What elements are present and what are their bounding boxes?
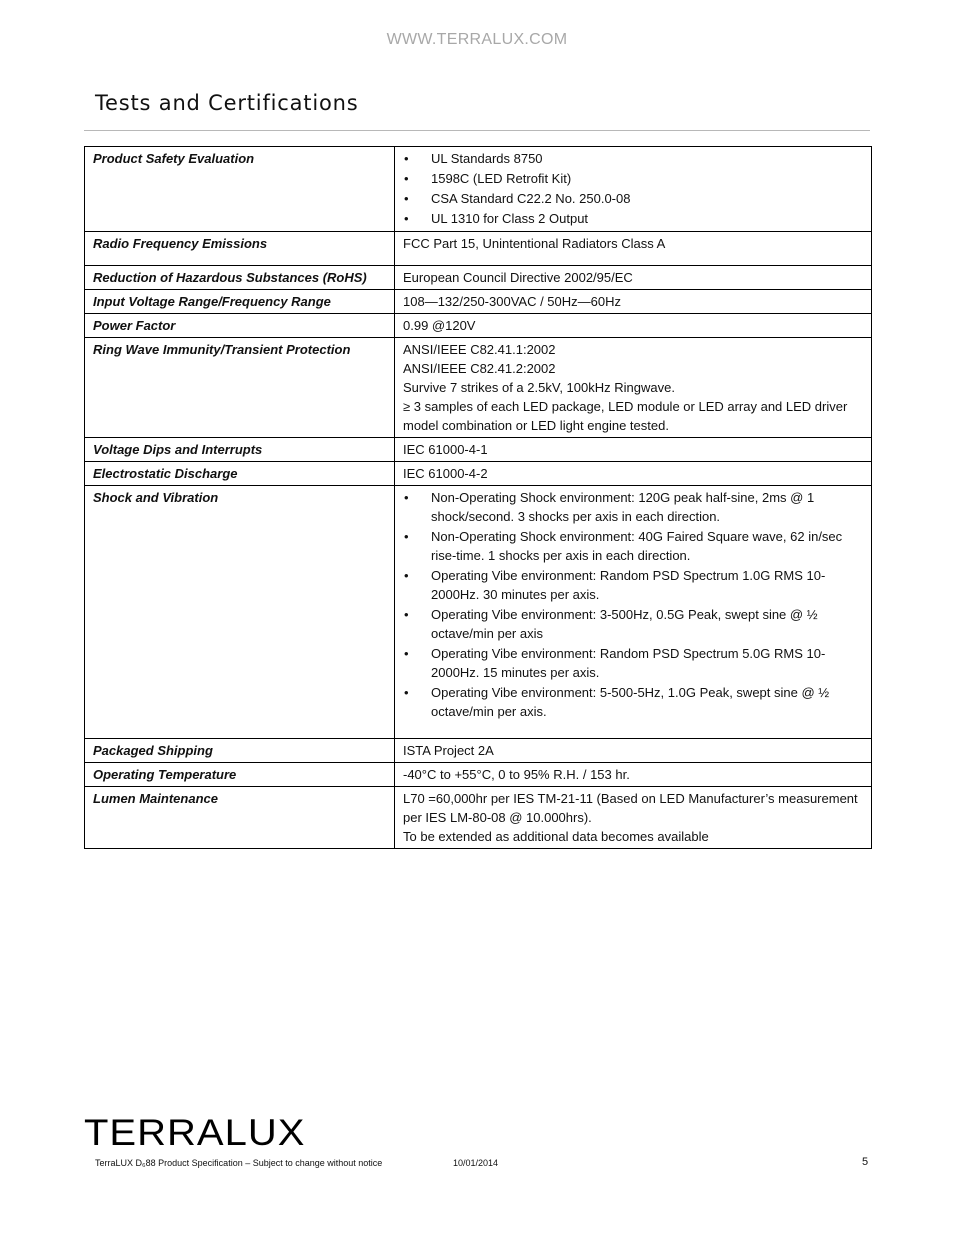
- bullet-item: • CSA Standard C22.2 No. 250.0-08: [403, 189, 863, 208]
- table-row: [85, 486, 872, 739]
- row-value: [395, 486, 872, 739]
- row-label: Lumen Maintenance: [85, 787, 395, 849]
- header-website-url: WWW.TERRALUX.COM: [386, 31, 568, 48]
- value-line: To be extended as additional data becomes available: [403, 829, 709, 844]
- bullet-item: • Non-Operating Shock environment: 120G peak half-sine, 2ms @ 1 shock/second. 3 shocks per axis in each direction.: [403, 488, 863, 526]
- table-row: [85, 763, 872, 787]
- table-row: [85, 739, 872, 763]
- table-row: [85, 438, 872, 462]
- row-value: [395, 314, 872, 338]
- row-value: [395, 787, 872, 849]
- value-line: L70 =60,000hr per IES TM-21-11 (Based on LED Manufacturer’s measurement per IES LM-80-08 @ 10.000hrs).: [403, 791, 858, 825]
- table-row: [85, 462, 872, 486]
- row-label: Electrostatic Discharge: [85, 462, 395, 486]
- value-line: IEC 61000-4-2: [403, 466, 488, 481]
- value-line: Survive 7 strikes of a 2.5kV, 100kHz Ringwave.: [403, 380, 675, 395]
- row-label: Ring Wave Immunity/Transient Protection: [85, 338, 395, 438]
- bullet-item: • Operating Vibe environment: 5-500-5Hz, 1.0G Peak, swept sine @ ½ octave/min per axis.: [403, 683, 863, 721]
- value-line: IEC 61000-4-1: [403, 442, 488, 457]
- value-line: FCC Part 15, Unintentional Radiators Class A: [403, 236, 666, 251]
- row-value: [395, 739, 872, 763]
- section-title: Tests and Certifications: [95, 91, 359, 115]
- table-row: [85, 147, 872, 232]
- table-row: [85, 232, 872, 266]
- bullet-item: • Operating Vibe environment: Random PSD Spectrum 5.0G RMS 10-2000Hz. 15 minutes per axis.: [403, 644, 863, 682]
- value-line: 108—132/250-300VAC / 50Hz—60Hz: [403, 294, 621, 309]
- row-value: [395, 147, 872, 232]
- table-row: [85, 787, 872, 849]
- bullet-list: [403, 149, 863, 228]
- row-label: Power Factor: [85, 314, 395, 338]
- value-line: ANSI/IEEE C82.41.1:2002: [403, 342, 556, 357]
- row-label: Packaged Shipping: [85, 739, 395, 763]
- bullet-list: [403, 488, 863, 721]
- row-label: Reduction of Hazardous Substances (RoHS): [85, 266, 395, 290]
- table-row: [85, 290, 872, 314]
- bullet-item: • UL Standards 8750: [403, 149, 863, 168]
- row-value: [395, 438, 872, 462]
- row-value: [395, 266, 872, 290]
- title-divider: [84, 130, 870, 131]
- value-line: 0.99 @120V: [403, 318, 476, 333]
- row-value: [395, 232, 872, 266]
- value-line: ≥ 3 samples of each LED package, LED module or LED array and LED driver model combination or LED light engine tested.: [403, 399, 848, 433]
- bullet-item: • Operating Vibe environment: 3-500Hz, 0.5G Peak, swept sine @ ½ octave/min per axis: [403, 605, 863, 643]
- bullet-item: • Non-Operating Shock environment: 40G Faired Square wave, 62 in/sec rise-time. 1 shocks per axis in each direction.: [403, 527, 863, 565]
- footer-product-note: TerraLUX D₆88 Product Specification – Subject to change without notice: [95, 1158, 383, 1168]
- footer-date: 10/01/2014: [453, 1158, 499, 1168]
- bullet-item: • Operating Vibe environment: Random PSD Spectrum 1.0G RMS 10-2000Hz. 30 minutes per axis.: [403, 566, 863, 604]
- value-line: ISTA Project 2A: [403, 743, 494, 758]
- page-number: 5: [862, 1156, 869, 1168]
- table-row: [85, 338, 872, 438]
- row-label: Shock and Vibration: [85, 486, 395, 739]
- value-line: ANSI/IEEE C82.41.2:2002: [403, 361, 556, 376]
- certifications-table: [84, 146, 872, 849]
- row-label: Radio Frequency Emissions: [85, 232, 395, 266]
- value-line: European Council Directive 2002/95/EC: [403, 270, 633, 285]
- value-line: -40°C to +55°C, 0 to 95% R.H. / 153 hr.: [403, 767, 630, 782]
- row-label: Product Safety Evaluation: [85, 147, 395, 232]
- row-value: [395, 290, 872, 314]
- bullet-item: • 1598C (LED Retrofit Kit): [403, 169, 863, 188]
- row-value: [395, 338, 872, 438]
- terralux-logo: TERRALUX: [84, 1113, 306, 1154]
- row-label: Input Voltage Range/Frequency Range: [85, 290, 395, 314]
- row-value: [395, 763, 872, 787]
- row-label: Voltage Dips and Interrupts: [85, 438, 395, 462]
- certifications-table-body: [85, 147, 872, 849]
- row-value: [395, 462, 872, 486]
- bullet-item: • UL 1310 for Class 2 Output: [403, 209, 863, 228]
- table-row: [85, 314, 872, 338]
- row-label: Operating Temperature: [85, 763, 395, 787]
- table-row: [85, 266, 872, 290]
